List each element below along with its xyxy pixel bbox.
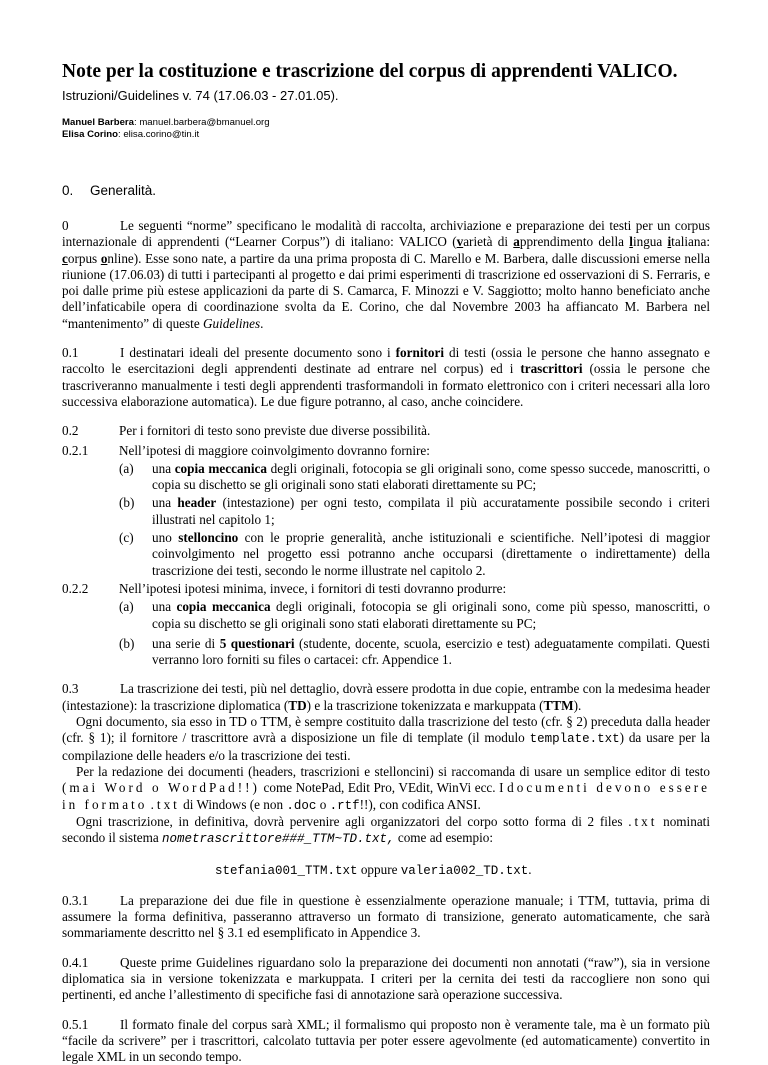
text-run: (intestazione) per ogni testo, compilata il più accuratamente possibile secondo i criteri illustrati nel capitolo 1;	[152, 495, 710, 527]
list-label: (a)	[119, 599, 134, 615]
text-run: Le seguenti “norme” specificano le modalità di raccolta, archiviazione e preparazione dei testi per un corpus internazionale di apprendenti (“Learner Corpus”) di italiano: VALICO (	[62, 218, 710, 250]
text-run: degli originali, fotocopia se gli originali sono, come spesso succede, manoscritti, o copia su dischetto se gli originali sono stati elaborati direttamente su PC;	[152, 460, 710, 493]
text-run: o	[316, 796, 330, 812]
paragraph-number: 0.2.1	[62, 442, 89, 458]
paragraph-text: Nell’ipotesi di maggiore coinvolgimento dovranno fornire:	[119, 442, 430, 458]
section-title: Generalità.	[90, 183, 157, 198]
document-page	[62, 60, 710, 1065]
paragraph-number: 0.2	[62, 423, 79, 439]
authors	[62, 117, 710, 141]
text-run: ) e la trascrizione tokenizzata e markuppata (	[306, 697, 544, 713]
paragraph-0-5-1	[62, 1017, 710, 1065]
text-run: ) da usare per la compilazione delle headers e/o la trascrizione dei testi.	[62, 730, 710, 763]
code-filename: stefania001_TTM.txt	[215, 863, 358, 878]
paragraph-0-4-1	[62, 955, 710, 1004]
text-run: Ogni trascrizione, in definitiva, dovrà pervenire agli organizzatori del corpo sotto forma di 2 files	[76, 813, 629, 829]
list-text	[152, 636, 710, 669]
text-run: Per la redazione dei documenti (headers, trascrizioni e stelloncini) si raccomanda di usare un semplice editor di testo	[76, 763, 710, 779]
text-run: oppure	[357, 861, 401, 877]
author-email: : manuel.barbera@bmanuel.org	[133, 117, 270, 128]
author-name: Elisa Corino	[62, 129, 118, 140]
text-run: arietà di	[463, 234, 514, 250]
paragraph-text: Il formato finale del corpus sarà XML; il formalismo qui proposto non è veramente tale, ma è un formato più “facile da scrivere” per i trascrittori, calcolato tuttavia per poter essere agevolmente (ed automaticamente) convertito in legale XML in un secondo tempo.	[62, 1016, 710, 1065]
author-name: Manuel Barbera	[62, 117, 134, 128]
paragraph-number: 0.4.1	[62, 954, 89, 970]
code-filename: valeria002_TD.txt	[400, 863, 529, 878]
section-heading	[62, 183, 710, 198]
paragraph-0-2-2	[62, 581, 710, 597]
list-item	[119, 636, 710, 669]
text-run: header	[177, 495, 217, 511]
paragraph-number: 0.3.1	[62, 892, 89, 908]
text-run: I destinatari ideali del presente documento sono i	[120, 345, 396, 361]
list-text	[152, 530, 710, 579]
paragraph-number: 0	[62, 218, 69, 233]
text-run: taliana:	[671, 234, 710, 250]
text-run: La trascrizione dei testi, più nel dettaglio, dovrà essere prodotta in due copie, entrambe con la medesima header (intestazione): la trascrizione diplomatica (	[62, 681, 710, 713]
paragraph-0	[62, 218, 710, 332]
text-run: (mai Word o WordPad!!)	[62, 780, 260, 796]
text-run: stelloncino	[178, 530, 239, 546]
paragraph-0-1	[62, 345, 710, 410]
paragraph-text: Per i fornitori di testo sono previste due diverse possibilità.	[119, 423, 431, 439]
author-line	[62, 129, 710, 141]
document-subtitle: Istruzioni/Guidelines v. 74 (17.06.03 - 27.01.05).	[62, 88, 339, 103]
text-run: trascrittori	[520, 361, 583, 377]
text-run: pprendimento della	[519, 234, 630, 250]
list-text	[152, 461, 710, 494]
text-run: di testi (ossia le persone che hanno assegnato e raccolto le esercitazioni degli apprendenti destinate ad entrare nel corpus) ed i	[62, 345, 710, 377]
paragraph-0-3-1	[62, 893, 710, 942]
paragraph-number: 0.1	[62, 345, 79, 361]
paragraph-text: La preparazione dei due file in questione è essenzialmente operazione manuale; i TTM, tuttavia, prima di assumere la forma definitiva, passeranno attraverso un formato di transizione, generato automaticamente, che sarà sommariamente descritto nel § 3.1 ed esemplificato in Appendice 3.	[62, 892, 710, 941]
section-number: 0.	[62, 183, 74, 198]
code-filename: template.txt	[529, 732, 620, 747]
text-run: c	[62, 250, 68, 266]
list-item	[119, 495, 710, 528]
list-label: (a)	[119, 460, 134, 476]
text-run: copia meccanica	[176, 599, 271, 615]
list-text	[152, 599, 710, 632]
text-run: con le proprie generalità, anche istituzionali e scientifiche. Nell’ipotesi di maggior coinvolgimento nel progetto essi potranno anche occuparsi (direttamente o indirettamente) della trascrizione dei testi, secondo le norme illustrate nel capitolo 2.	[152, 530, 710, 578]
text-run: .txt	[150, 796, 180, 812]
text-run: copia meccanica	[174, 460, 267, 476]
text-run: degli originali, fotocopia se gli originali sono, come più spesso, manoscritti, o copia su dischetto se gli originali sono stati elaborati direttamente su PC;	[152, 599, 711, 631]
author-line	[62, 117, 710, 129]
text-run: (studente, docente, scuola, esercizio e test) adeguatamente compilati. Questi verranno loro forniti su files o cartacei: cfr. Appendice 1.	[152, 635, 710, 668]
text-run: l	[629, 234, 633, 250]
text-run: una serie di	[152, 635, 220, 651]
text-run: nline). Esse sono nate, a partire da una prima proposta di C. Marello e M. Barbera, dalle discussioni emerse nella riunione (17.06.03) di tutti i partecipanti al progetto e dai primi esperimenti di trascrizione ed osservazioni di S. Ferraris, e poi dalle prime più estese applicazioni da parte di S. Camarca, F. Minozzi e V. Saggiotto; molto hanno beneficiato anche dell’infaticabile opera di coordinazione svolta da E. Corino, che dal Novembre 2003 ha affiancato M. Barbera nel “mantenimento” di queste	[62, 250, 711, 331]
paragraph-0-3-b	[62, 714, 710, 764]
text-run: (ossia le persone che trascriveranno manualmente i testi degli apprendenti trasformandoli in formato elettronico con i criteri necessari alla loro successiva elaborazione automatica). Le due figure potranno, al caso, anche coincidere.	[62, 361, 710, 409]
code-pattern: nometrascrittore###_TTM~TD.txt,	[162, 832, 395, 847]
text-run: .txt	[628, 813, 658, 829]
code-extension: .rtf	[329, 798, 360, 813]
list-label: (b)	[119, 495, 135, 511]
paragraph-0-2-1	[62, 443, 710, 459]
text-run: uno	[152, 530, 179, 546]
text-run: una	[152, 599, 177, 615]
paragraph-0-2	[62, 423, 710, 439]
text-run: TD	[288, 697, 307, 713]
paragraph-number: 0.3	[62, 681, 79, 697]
text-run: ingua	[632, 234, 668, 250]
list-item	[119, 530, 710, 579]
paragraph-text: Queste prime Guidelines riguardano solo la preparazione dei documenti non annotati (“raw”), sia in versione diplomatica sia in versione tokenizzata e markuppata. I criteri per la cernita dei testi da raccogliere non sono qui pertinenti, ed anche l’allestimento di specifiche fasi di annotazione sarà operazione successiva.	[62, 954, 710, 1003]
list-item	[119, 461, 710, 494]
paragraph-0-3-c	[62, 764, 710, 814]
text-run: come NotePad, Edit Pro, VEdit, WinVi ecc. I	[259, 780, 508, 796]
code-extension: .doc	[286, 798, 317, 813]
list-item	[119, 599, 710, 632]
text-run: Guidelines	[203, 315, 261, 331]
paragraph-0-3	[62, 681, 710, 714]
text-run: fornitori	[395, 345, 444, 361]
filename-example	[62, 861, 710, 880]
list-text	[152, 495, 710, 528]
author-email: : elisa.corino@tin.it	[117, 129, 200, 140]
text-run: .	[260, 315, 264, 331]
text-run: o	[100, 250, 108, 266]
text-run: 5 questionari	[219, 635, 295, 651]
text-run: documenti devono essere in formato	[62, 780, 710, 812]
text-run: di Windows (e non	[179, 796, 287, 812]
page-title: Note per la costituzione e trascrizione del corpus di apprendenti VALICO.	[62, 61, 678, 82]
text-run: !!), con codifica ANSI.	[359, 796, 481, 812]
text-run: ).	[573, 697, 582, 713]
text-run: orpus	[67, 250, 101, 266]
text-run: TTM	[543, 697, 574, 713]
paragraph-number: 0.2.2	[62, 580, 89, 596]
text-run: come ad esempio:	[394, 830, 494, 846]
paragraph-0-3-d	[62, 814, 710, 848]
text-run: .	[528, 861, 532, 877]
paragraph-text: Nell’ipotesi ipotesi minima, invece, i fornitori di testi dovranno produrre:	[119, 580, 507, 596]
text-run: v	[456, 234, 464, 250]
text-run: nominati secondo il sistema	[62, 813, 711, 846]
text-run: una	[152, 495, 178, 511]
text-run: i	[667, 234, 672, 250]
text-run: a	[513, 234, 520, 250]
list-label: (b)	[119, 635, 135, 651]
text-run: Ogni documento, sia esso in TD o TTM, è sempre costituito dalla trascrizione del testo (cfr. § 2) preceduta dalla header (cfr. § 1); il fornitore / trascrittore avrà a disposizione un file di template (il modulo	[62, 714, 710, 746]
list-label: (c)	[119, 530, 134, 546]
paragraph-number: 0.5.1	[62, 1016, 89, 1032]
text-run: una	[152, 460, 175, 476]
